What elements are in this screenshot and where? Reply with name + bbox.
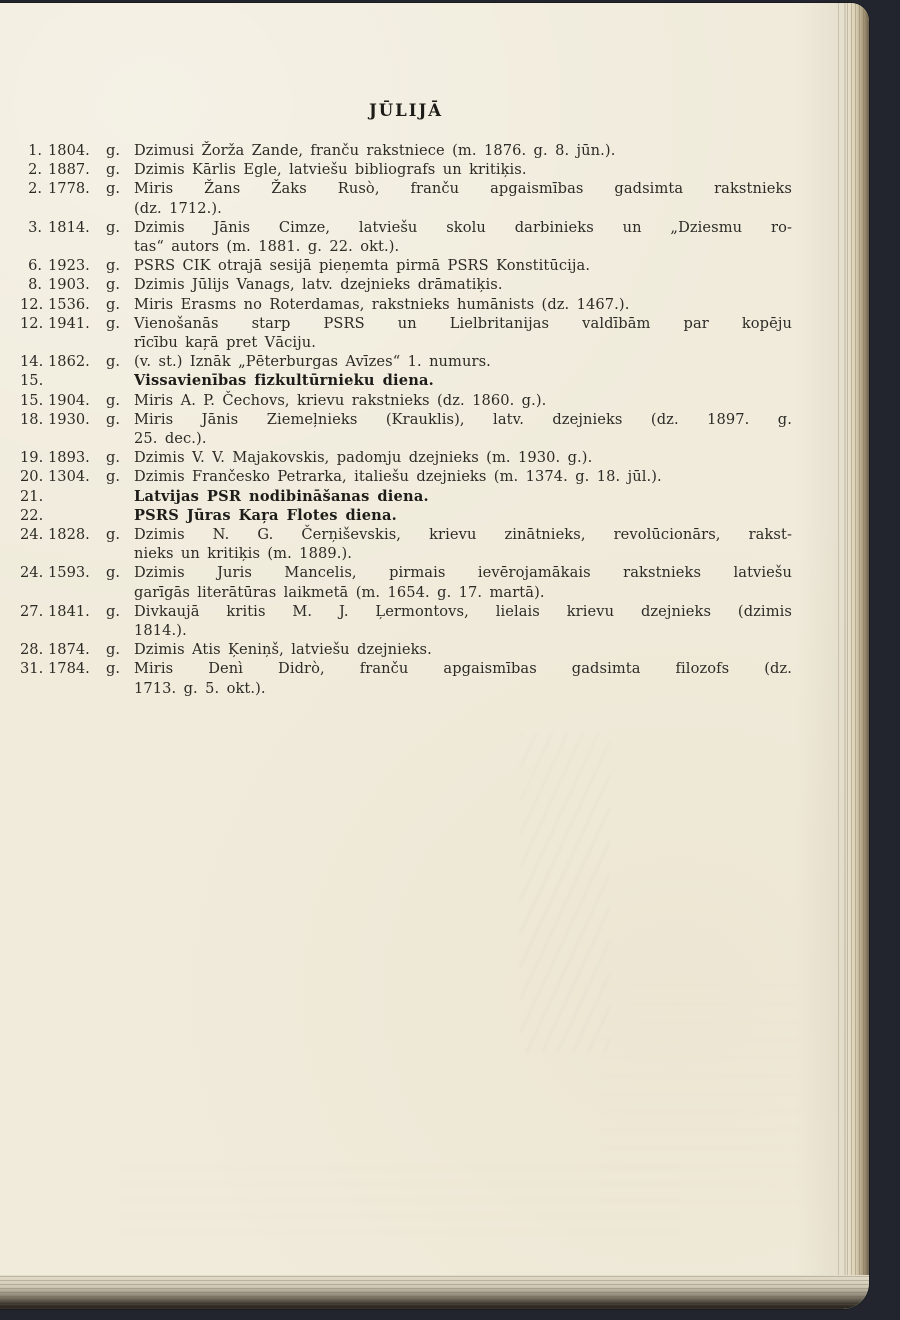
page-edge-stack-right	[847, 3, 869, 1275]
entry-text	[134, 506, 792, 525]
entry-year: 1930.	[48, 410, 90, 428]
calendar-entry	[20, 410, 792, 448]
entry-text	[134, 525, 792, 563]
entry-year: 1923.	[48, 257, 90, 275]
entry-year: 1804.	[48, 142, 90, 159]
entry-line: rīcību kaŗā pret Vāciju.	[134, 334, 317, 352]
show-through-ghosting	[120, 1153, 680, 1233]
entry-line: garīgās literātūras laikmetā (m. 1654. g. 17. martā).	[134, 583, 545, 601]
page-edge-stack-bottom	[0, 1275, 869, 1309]
entry-line: nieks un kritiķis (m. 1889.).	[134, 545, 352, 563]
entry-line: Miris Jānis Ziemeļnieks (Krauklis), latv. dzejnieks (dz. 1897. g.	[134, 410, 792, 428]
calendar-entry	[20, 467, 792, 486]
entry-year: 1862.	[48, 353, 90, 371]
entry-text	[134, 487, 792, 506]
calendar-entry	[20, 525, 792, 563]
entry-era: g.	[106, 526, 120, 544]
entry-day: 12.	[20, 314, 44, 332]
calendar-entry	[20, 448, 792, 467]
entry-line: Dzimis Frančesko Petrarka, italiešu dzejnieks (m. 1374. g. 18. jūl.).	[134, 468, 662, 486]
entry-day: 12.	[20, 295, 44, 313]
book-page	[0, 3, 847, 1275]
entry-day: 31.	[20, 660, 44, 678]
entry-year: 1778.	[48, 180, 90, 198]
calendar-entry	[20, 640, 792, 659]
entry-line: 1814.).	[134, 622, 187, 640]
entry-day: 15.	[20, 372, 44, 390]
entry-era: g.	[106, 180, 120, 198]
entry-year: 1536.	[48, 295, 90, 313]
page-title: JŪLIJĀ	[368, 101, 444, 120]
calendar-entry	[20, 314, 792, 352]
entry-day: 14.	[20, 353, 44, 371]
calendar-entry	[20, 218, 792, 256]
entry-year: 1841.	[48, 602, 90, 620]
calendar-entry	[20, 487, 792, 506]
entry-day: 20.	[20, 468, 44, 486]
entry-era: g.	[106, 295, 120, 313]
calendar-entry	[20, 275, 792, 294]
entry-year: 1941.	[48, 314, 90, 332]
calendar-entry	[20, 563, 792, 601]
entry-day: 2.	[28, 180, 42, 198]
entry-era: g.	[106, 218, 120, 236]
entry-text	[134, 295, 792, 314]
scanned-book	[0, 3, 869, 1309]
entry-day: 24.	[20, 526, 44, 544]
entry-text	[134, 160, 792, 179]
entry-year: 1828.	[48, 526, 90, 544]
entry-day: 3.	[28, 218, 42, 236]
entry-text	[134, 275, 792, 294]
entry-text	[134, 141, 792, 160]
entry-text	[134, 352, 792, 371]
entry-year: 1874.	[48, 641, 90, 659]
entry-era: g.	[106, 641, 120, 659]
entry-era	[106, 371, 128, 390]
entry-text	[134, 179, 792, 217]
calendar-entry	[20, 506, 792, 525]
entry-era: g.	[106, 314, 120, 332]
calendar-entry	[20, 371, 792, 390]
entry-era: g.	[106, 391, 120, 409]
entry-line: Miris A. P. Čechovs, krievu rakstnieks (dz. 1860. g.).	[134, 391, 547, 409]
calendar-entry	[20, 179, 792, 217]
show-through-ghosting	[520, 733, 610, 1053]
entry-era: g.	[106, 276, 120, 294]
calendar-entry	[20, 391, 792, 410]
entry-day: 21.	[20, 487, 44, 505]
entry-year: 1887.	[48, 161, 90, 179]
entry-line: PSRS CIK otrajā sesijā pieņemta pirmā PSRS Konstitūcija.	[134, 257, 591, 275]
entry-text	[134, 448, 792, 467]
entry-era: g.	[106, 353, 120, 371]
entry-line: Vissavienības fizkultūrnieku diena.	[134, 372, 434, 390]
entry-year: 1784.	[48, 660, 90, 678]
entry-year: 1814.	[48, 218, 90, 236]
entry-line: 25. dec.).	[134, 430, 207, 448]
page-content	[20, 101, 792, 698]
entry-day: 1.	[28, 142, 42, 159]
calendar-list	[20, 141, 792, 698]
entry-year: 1904.	[48, 391, 90, 409]
entry-year	[48, 506, 100, 525]
entry-text	[134, 391, 792, 410]
entry-era: g.	[106, 468, 120, 486]
entry-day: 6.	[28, 257, 42, 275]
entry-text	[134, 467, 792, 486]
entry-text	[134, 218, 792, 256]
entry-day: 15.	[20, 391, 44, 409]
page-fold-line	[844, 3, 846, 1275]
entry-era: g.	[106, 257, 120, 275]
entry-era: g.	[106, 660, 120, 678]
entry-line: (dz. 1712.).	[134, 199, 222, 217]
calendar-entry	[20, 352, 792, 371]
entry-line: Latvijas PSR nodibināšanas diena.	[134, 487, 429, 505]
calendar-entry	[20, 659, 792, 697]
entry-line: PSRS Jūras Kaŗa Flotes diena.	[134, 506, 397, 524]
calendar-entry	[20, 295, 792, 314]
calendar-entry	[20, 602, 792, 640]
calendar-entry	[20, 141, 792, 160]
entry-text	[134, 256, 792, 275]
entry-text	[134, 410, 792, 448]
entry-line: (v. st.) Iznāk „Pēterburgas Avīzes“ 1. numurs.	[134, 353, 491, 371]
entry-line: Dzimis Kārlis Egle, latviešu bibliografs un kritiķis.	[134, 161, 527, 179]
entry-line: Divkaujā kritis M. J. Ļermontovs, lielais krievu dzejnieks (dzimis	[134, 602, 792, 620]
entry-line: Vienošanās starp PSRS un Lielbritanijas valdībām par kopēju	[134, 314, 792, 332]
entry-day: 19.	[20, 449, 44, 467]
entry-line: Dzimis N. G. Čerņiševskis, krievu zinātnieks, revolūcionārs, rakst-	[134, 526, 792, 544]
entry-day: 27.	[20, 602, 44, 620]
entry-line: Dzimis V. V. Majakovskis, padomju dzejnieks (m. 1930. g.).	[134, 449, 593, 467]
entry-era: g.	[106, 161, 120, 179]
entry-era	[106, 506, 128, 525]
entry-text	[134, 602, 792, 640]
entry-text	[134, 659, 792, 697]
entry-era: g.	[106, 602, 120, 620]
entry-year: 1893.	[48, 449, 90, 467]
entry-line: Miris Denì Didrò, franču apgaismības gadsimta filozofs (dz.	[134, 660, 792, 678]
entry-line: Dzimis Jānis Cimze, latviešu skolu darbinieks un „Dziesmu ro-	[134, 218, 792, 236]
entry-line: 1713. g. 5. okt.).	[134, 679, 266, 697]
entry-line: Dzimis Juris Mancelis, pirmais ievērojamākais rakstnieks latviešu	[134, 564, 792, 582]
entry-day: 2.	[28, 161, 42, 179]
page-fold-line	[838, 3, 839, 1275]
entry-year: 1304.	[48, 468, 90, 486]
entry-line: Dzimusi Žorža Zande, franču rakstniece (m. 1876. g. 8. jūn.).	[134, 142, 616, 159]
entry-era	[106, 487, 128, 506]
entry-line: Miris Žans Žaks Rusò, franču apgaismības gadsimta rakstnieks	[134, 180, 792, 198]
entry-line: Dzimis Jūlijs Vanags, latv. dzejnieks drāmatiķis.	[134, 276, 503, 294]
calendar-entry	[20, 256, 792, 275]
entry-era: g.	[106, 410, 120, 428]
entry-line: tas“ autors (m. 1881. g. 22. okt.).	[134, 238, 400, 256]
show-through-ghosting	[600, 983, 800, 1203]
entry-year: 1593.	[48, 564, 90, 582]
entry-day: 18.	[20, 410, 44, 428]
entry-era: g.	[106, 142, 120, 159]
entry-day: 22.	[20, 506, 44, 524]
entry-year	[48, 371, 100, 390]
entry-day: 8.	[28, 276, 42, 294]
entry-year: 1903.	[48, 276, 90, 294]
calendar-entry	[20, 160, 792, 179]
entry-era: g.	[106, 449, 120, 467]
entry-day: 28.	[20, 641, 44, 659]
entry-line: Miris Erasms no Roterdamas, rakstnieks humānists (dz. 1467.).	[134, 295, 630, 313]
entry-text	[134, 314, 792, 352]
entry-day: 24.	[20, 564, 44, 582]
entry-era: g.	[106, 564, 120, 582]
entry-text	[134, 563, 792, 601]
entry-year	[48, 487, 100, 506]
entry-text	[134, 640, 792, 659]
entry-line: Dzimis Atis Ķeniņš, latviešu dzejnieks.	[134, 641, 432, 659]
entry-text	[134, 371, 792, 390]
